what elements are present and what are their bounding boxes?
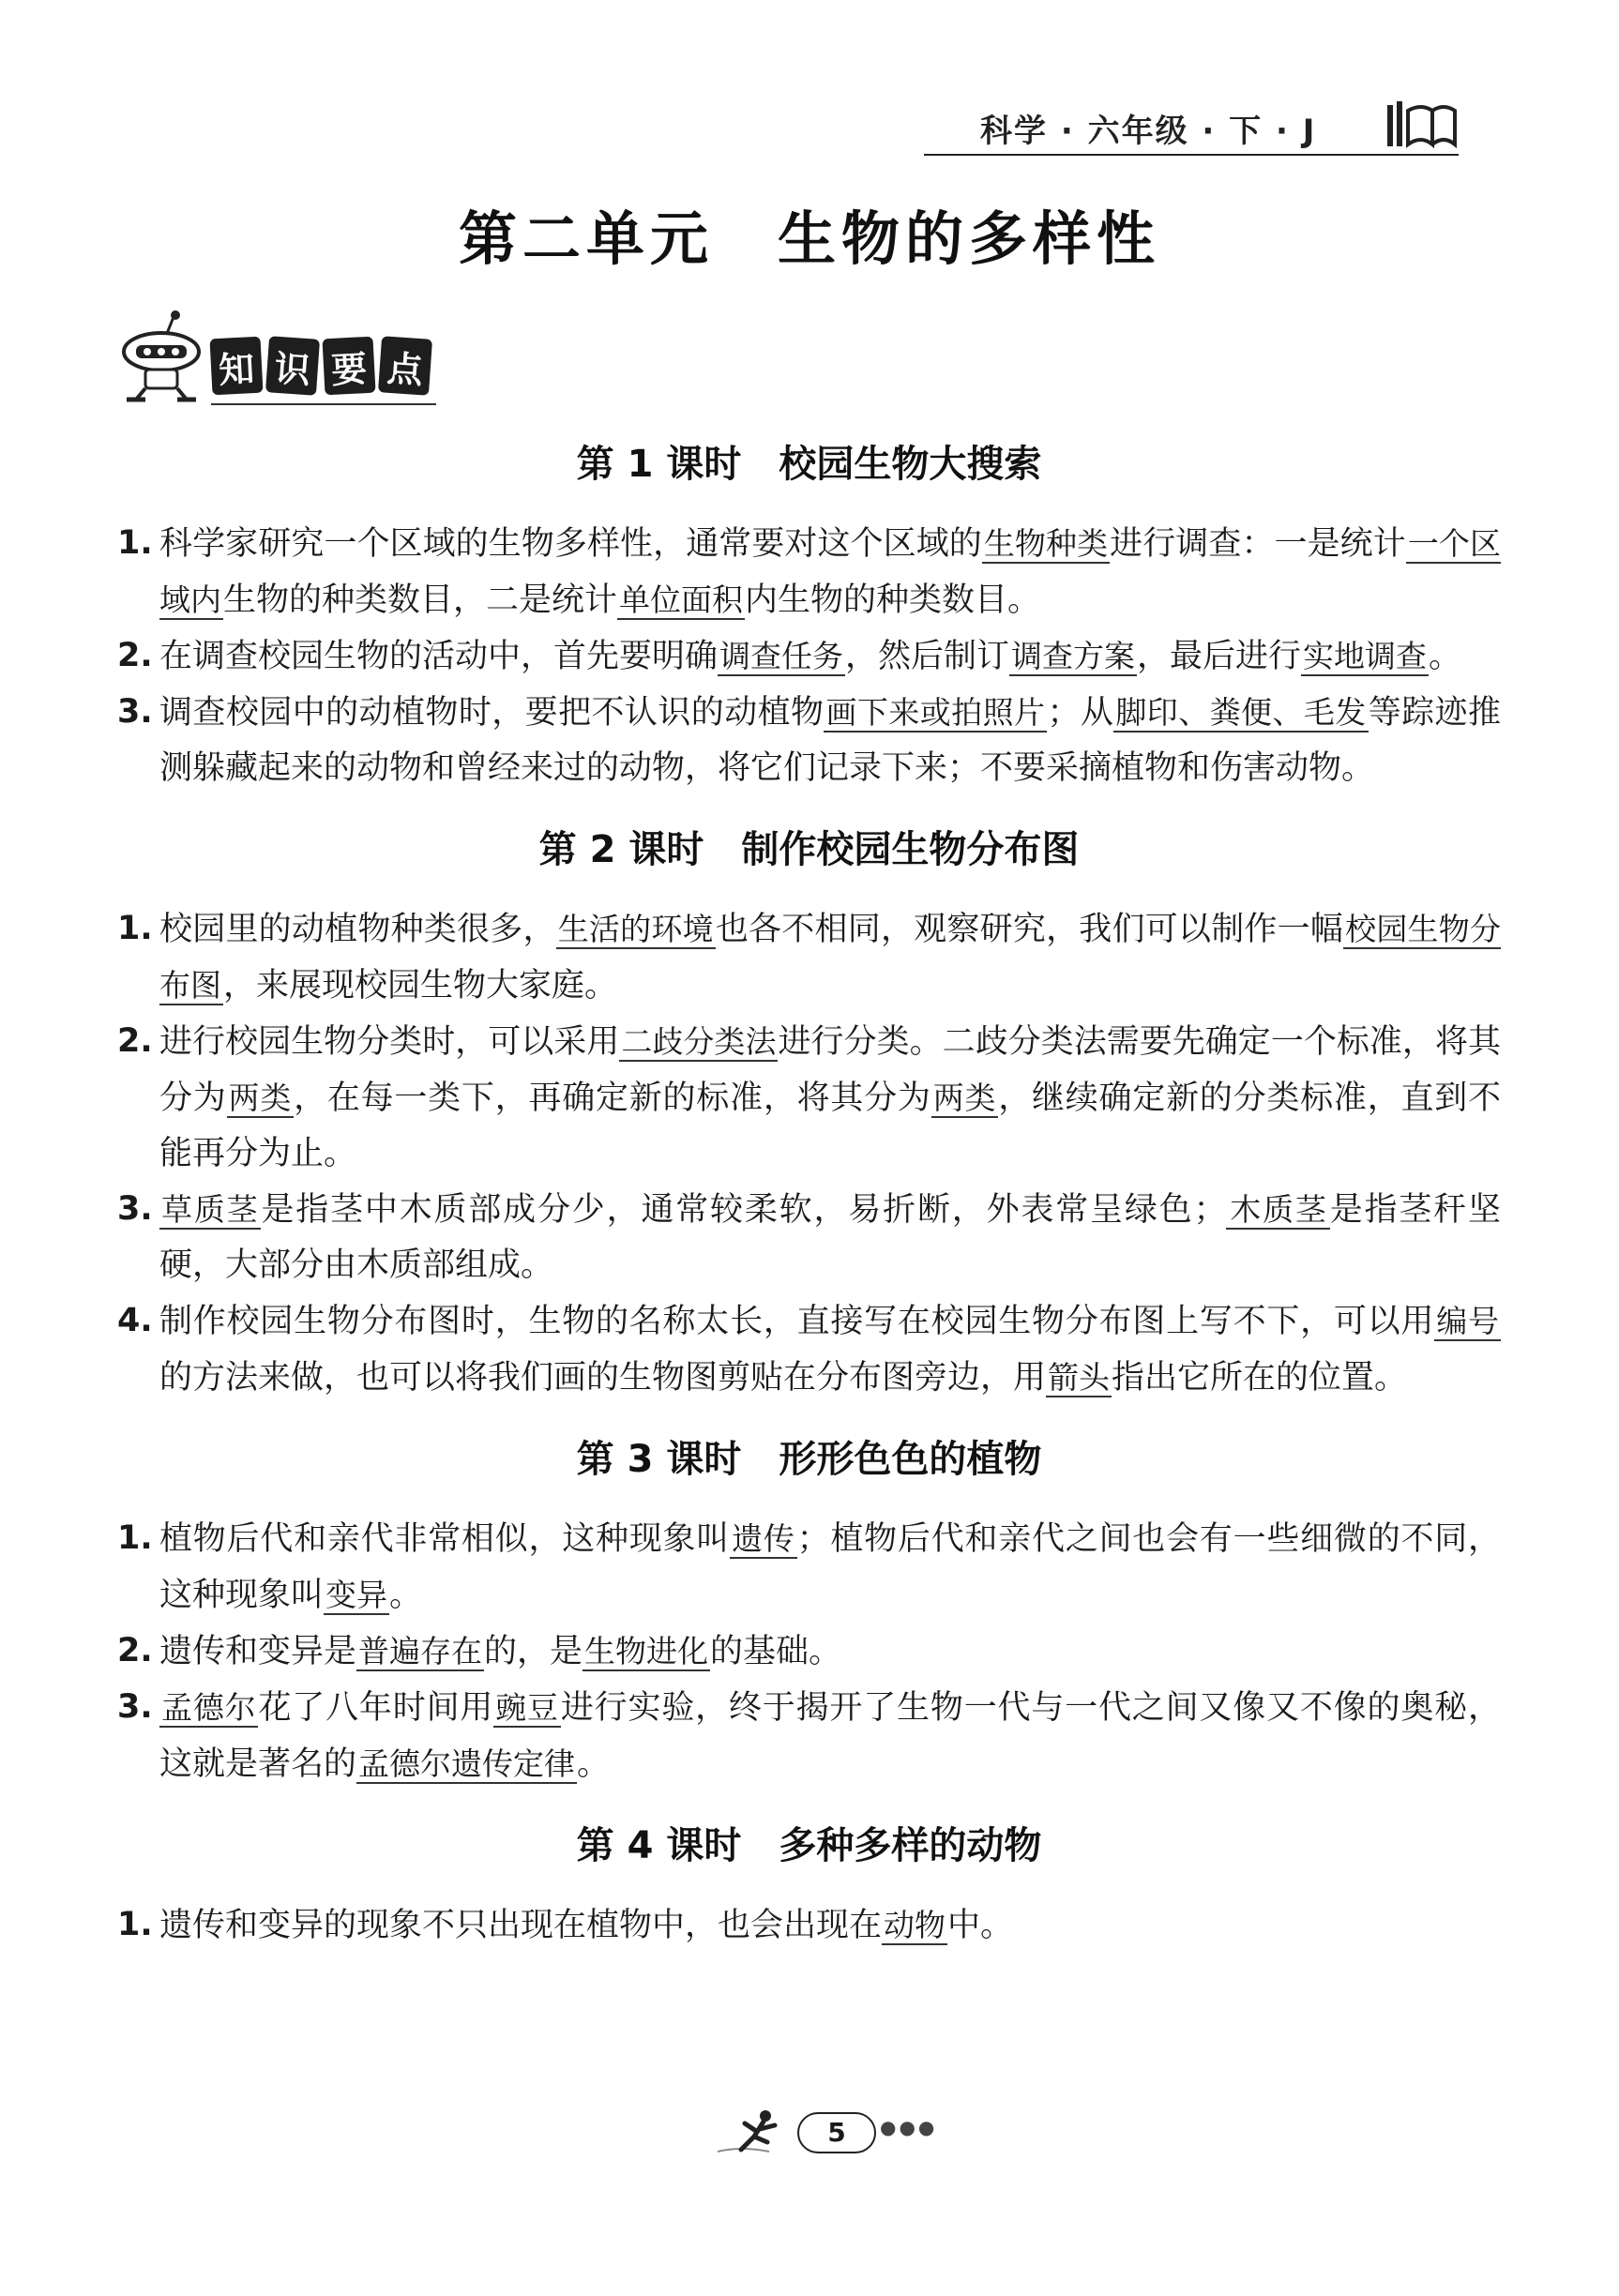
- running-header: [924, 98, 1459, 156]
- knowledge-item: [117, 1014, 1501, 1182]
- item-number: 3.: [117, 693, 153, 731]
- page-number: 5: [797, 2112, 876, 2153]
- badge-underline: [211, 403, 436, 405]
- item-text: ，然后制订: [845, 638, 1010, 675]
- lesson-title: 第 1 课时 校园生物大搜索: [576, 443, 1042, 486]
- knowledge-item: [117, 1293, 1501, 1406]
- badge-char: 知: [209, 337, 263, 396]
- item-text: 。: [1429, 638, 1462, 675]
- item-text: 科学家研究一个区域的生物多样性，通常要对这个区域的: [159, 525, 982, 563]
- item-text: 花了八年时间用: [258, 1689, 494, 1727]
- item-text: ，在每一类下，再确定新的标准，将其分为: [294, 1080, 931, 1117]
- answer-text: 动物: [884, 1907, 946, 1943]
- answer-text: 普遍存在: [358, 1633, 483, 1669]
- answer-text: 画下来或拍照片: [825, 694, 1046, 731]
- item-text: 的，是: [484, 1633, 583, 1670]
- item-text: 遗传和变异的现象不只出现在植物中，也会出现在: [159, 1907, 883, 1944]
- runner-icon: [713, 2105, 797, 2161]
- item-number: 3.: [117, 1688, 153, 1726]
- answer-text: 一个区域内: [159, 525, 1501, 618]
- answer-text: 遗传: [732, 1520, 795, 1557]
- item-number: 1.: [117, 910, 153, 947]
- lesson-content: [117, 431, 1501, 1954]
- knowledge-item: [117, 1680, 1501, 1792]
- item-number: 1.: [117, 524, 153, 562]
- item-text: 是指茎中木质部成分少，通常较柔软，易折断，外表常呈绿色；: [261, 1191, 1227, 1229]
- answer-text: 生活的环境: [557, 911, 714, 947]
- item-text: 的基础。: [710, 1633, 842, 1670]
- answer-text: 木质茎: [1228, 1191, 1328, 1228]
- unit-title: 第二单元 生物的多样性: [458, 204, 1160, 273]
- item-text: 制作校园生物分布图时，生物的名称太长，直接写在校园生物分布图上写不下，可以用: [159, 1303, 1435, 1340]
- answer-text: 实地调查: [1303, 638, 1428, 674]
- knowledge-item: [117, 685, 1501, 796]
- item-text: ；植物后代和亲代之间也会有一些细微的不同，这种现象叫: [159, 1520, 1501, 1614]
- item-number: 4.: [117, 1302, 153, 1339]
- item-text: 在调查校园生物的活动中，首先要明确: [159, 638, 719, 675]
- item-text: ，最后进行: [1137, 638, 1302, 675]
- item-text: 内生物的种类数目。: [745, 582, 1041, 619]
- answer-text: 两类: [932, 1080, 997, 1116]
- badge-char: 点: [378, 336, 432, 396]
- item-text: ，继续确定新的分类标准，直到不能再分为止。: [159, 1080, 1502, 1172]
- item-text: 是指茎秆坚硬，大部分由木质部组成。: [159, 1191, 1501, 1284]
- answer-text: 单位面积: [619, 582, 744, 618]
- item-text: 中。: [947, 1907, 1014, 1944]
- header-text: 科学 · 六年级 · 下 · J: [980, 113, 1317, 150]
- knowledge-item: [117, 1897, 1501, 1954]
- item-text: 的方法来做，也可以将我们画的生物图剪贴在分布图旁边，用: [159, 1359, 1047, 1397]
- item-text: 进行实验，终于揭开了生物一代与一代之间又像又不像的奥秘，这就是著名的: [159, 1689, 1501, 1783]
- answer-text: 箭头: [1048, 1359, 1111, 1396]
- item-text: 。: [577, 1745, 611, 1783]
- answer-text: 变异: [325, 1577, 388, 1613]
- badge-char: 识: [265, 336, 320, 396]
- answer-text: 调查方案: [1011, 638, 1136, 674]
- book-icon: [1384, 98, 1459, 150]
- item-text: 生物的种类数目，二是统计: [223, 582, 618, 619]
- item-text: 调查校园中的动植物时，要把不认识的动植物: [159, 694, 825, 732]
- badge-char: 要: [322, 337, 375, 396]
- section-gap: [117, 1792, 1501, 1813]
- answer-text: 两类: [228, 1080, 293, 1116]
- knowledge-item: [117, 1511, 1501, 1624]
- knowledge-item: [117, 1624, 1501, 1680]
- section-gap: [117, 796, 1501, 817]
- knowledge-item: [117, 516, 1501, 628]
- answer-text: 生物进化: [584, 1633, 709, 1669]
- answer-text: 孟德尔遗传定律: [358, 1745, 576, 1782]
- item-number: 2.: [117, 1632, 153, 1669]
- robot-mascot-icon: [117, 310, 206, 403]
- answer-text: 脚印、粪便、毛发: [1115, 694, 1367, 731]
- answer-text: 豌豆: [495, 1689, 559, 1726]
- section-gap: [117, 1406, 1501, 1427]
- lesson-title: 第 2 课时 制作校园生物分布图: [538, 828, 1080, 871]
- answer-text: 校园生物分布图: [159, 911, 1501, 1004]
- item-number: 2.: [117, 637, 153, 674]
- page-footer: [713, 2099, 938, 2165]
- lesson-title: 第 4 课时 多种多样的动物: [576, 1824, 1042, 1867]
- answer-text: 生物种类: [983, 525, 1109, 562]
- item-text: 遗传和变异是: [159, 1633, 357, 1670]
- item-text: 进行调查：一是统计: [1110, 525, 1406, 563]
- answer-text: 调查任务: [719, 638, 844, 674]
- answer-text: 编号: [1436, 1303, 1500, 1339]
- footer-dots: ●●●: [880, 2116, 938, 2138]
- item-number: 1.: [117, 1906, 153, 1943]
- answer-text: 草质茎: [161, 1191, 260, 1228]
- knowledge-item: [117, 1182, 1501, 1293]
- item-text: ，来展现校园生物大家庭。: [223, 967, 618, 1004]
- answer-text: 二歧分类法: [621, 1023, 777, 1060]
- item-number: 1.: [117, 1519, 153, 1557]
- lesson-title: 第 3 课时 形形色色的植物: [576, 1438, 1042, 1481]
- item-text: 植物后代和亲代非常相似，这种现象叫: [159, 1520, 731, 1558]
- item-text: 等踪迹推测躲藏起来的动物和曾经来过的动物，将它们记录下来；不要采摘植物和伤害动物。: [159, 694, 1501, 787]
- item-text: 进行分类。二歧分类法需要先确定一个标准，将其分为: [159, 1023, 1501, 1117]
- item-number: 2.: [117, 1022, 153, 1060]
- item-text: 。: [389, 1577, 423, 1614]
- item-text: ；从: [1047, 694, 1114, 732]
- knowledge-item: [117, 901, 1501, 1014]
- answer-text: 孟德尔: [161, 1689, 257, 1726]
- knowledge-item: [117, 628, 1501, 685]
- knowledge-points-badge: [211, 338, 441, 403]
- item-text: 也各不相同，观察研究，我们可以制作一幅: [715, 911, 1344, 948]
- item-number: 3.: [117, 1190, 153, 1228]
- item-text: 进行校园生物分类时，可以采用: [159, 1023, 620, 1061]
- item-text: 指出它所在的位置。: [1112, 1359, 1408, 1397]
- item-text: 校园里的动植物种类很多，: [159, 911, 556, 948]
